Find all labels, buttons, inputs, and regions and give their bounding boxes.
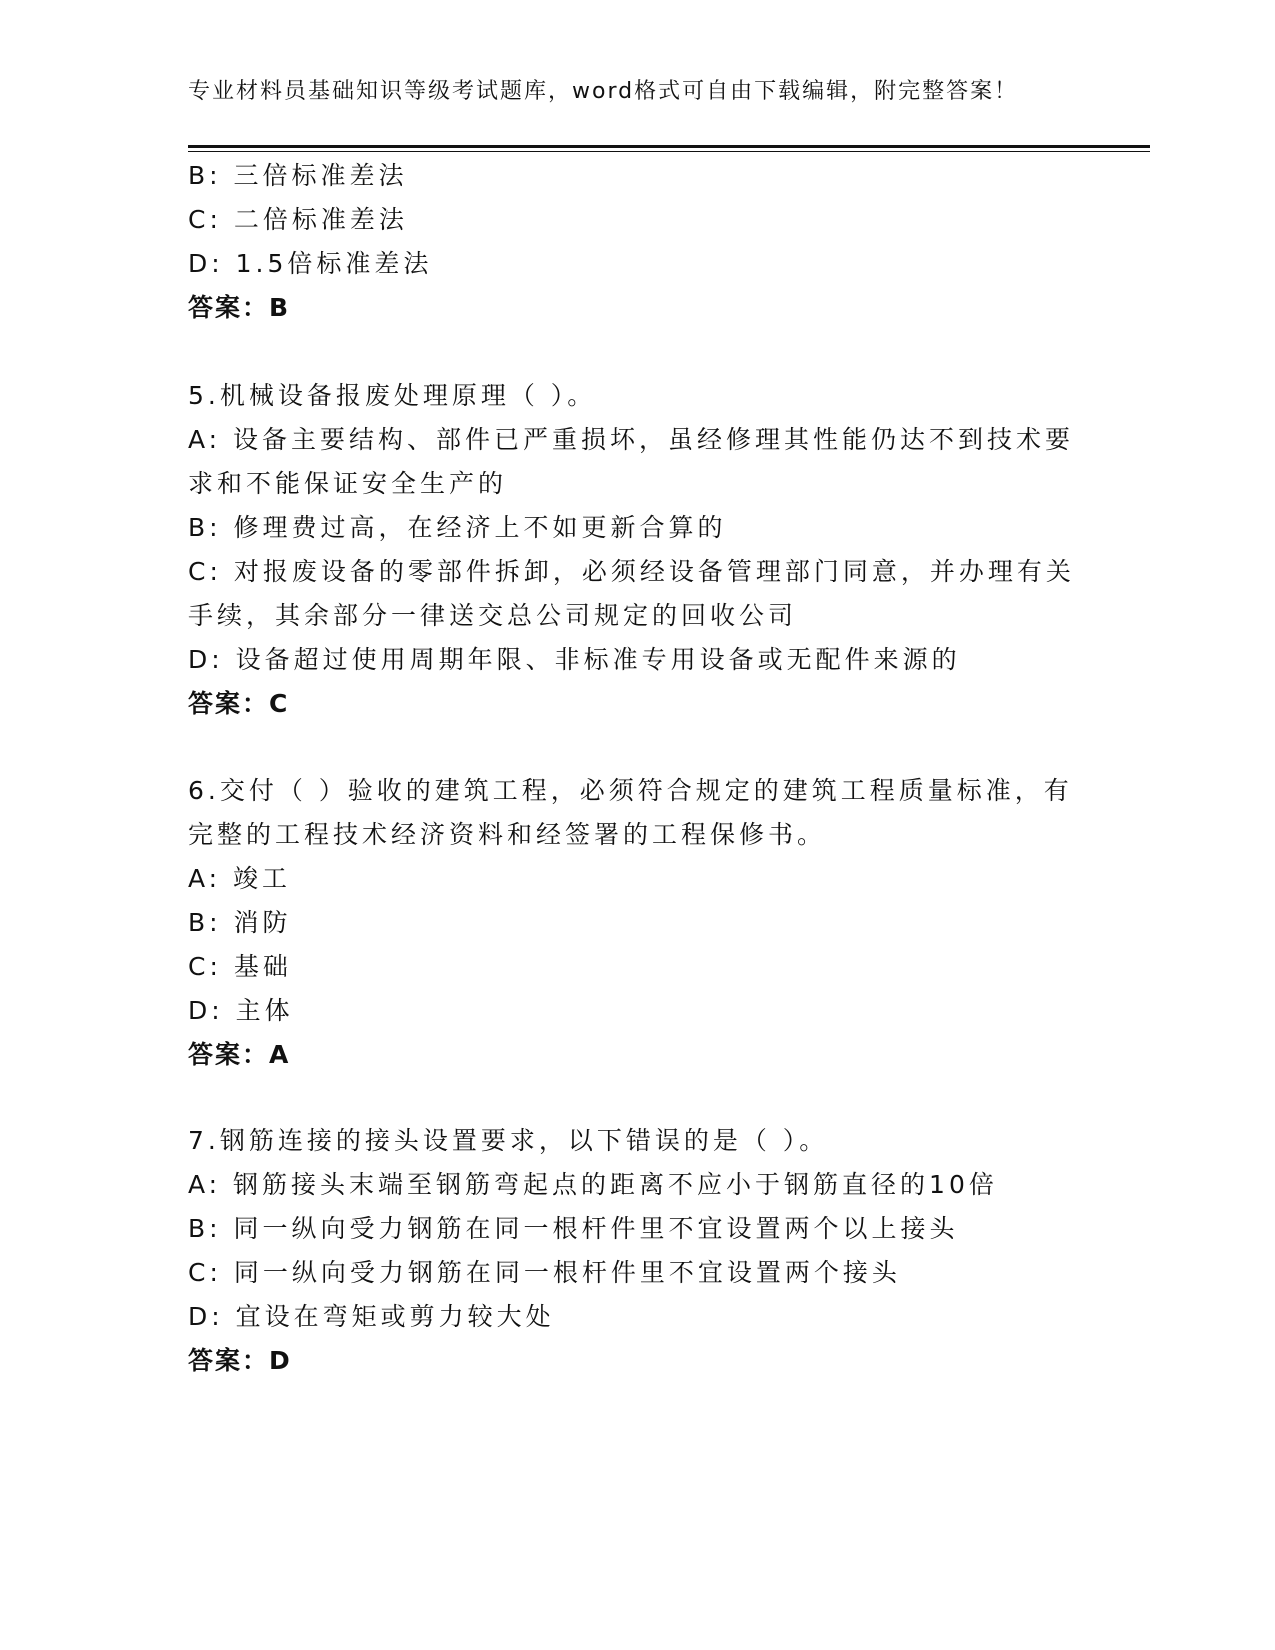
q7-option-a: A: 钢筋接头末端至钢筋弯起点的距离不应小于钢筋直径的10倍 (188, 1170, 998, 1199)
header-divider-thin (188, 151, 1150, 152)
q5-option-c-line2: 手续，其余部分一律送交总公司规定的回收公司 (188, 601, 798, 630)
q6-question-line1: 6.交付（ ）验收的建筑工程，必须符合规定的建筑工程质量标准，有 (188, 776, 1073, 805)
header-divider-thick (188, 145, 1150, 148)
q5-answer: 答案：C (188, 689, 290, 718)
q5-option-a-line2: 求和不能保证安全生产的 (188, 469, 508, 498)
q6-option-d: D: 主体 (188, 996, 294, 1025)
q6-option-c: C: 基础 (188, 952, 292, 981)
q7-option-d: D: 宜设在弯矩或剪力较大处 (188, 1302, 555, 1331)
q4-option-c: C: 二倍标准差法 (188, 205, 408, 234)
q6-option-b: B: 消防 (188, 908, 292, 937)
q6-question-line2: 完整的工程技术经济资料和经签署的工程保修书。 (188, 820, 827, 849)
q5-option-b: B: 修理费过高，在经济上不如更新合算的 (188, 513, 727, 542)
q7-question: 7.钢筋连接的接头设置要求，以下错误的是（ ）。 (188, 1126, 829, 1155)
q7-option-c: C: 同一纵向受力钢筋在同一根杆件里不宜设置两个接头 (188, 1258, 901, 1287)
q4-answer: 答案：B (188, 293, 291, 322)
q6-option-a: A: 竣工 (188, 864, 292, 893)
q5-question: 5.机械设备报废处理原理（ ）。 (188, 381, 597, 410)
q7-option-b: B: 同一纵向受力钢筋在同一根杆件里不宜设置两个以上接头 (188, 1214, 959, 1243)
q5-option-a-line1: A: 设备主要结构、部件已严重损坏，虽经修理其性能仍达不到技术要 (188, 425, 1075, 454)
q5-option-d: D: 设备超过使用周期年限、非标准专用设备或无配件来源的 (188, 645, 961, 674)
q4-option-d: D: 1.5倍标准差法 (188, 249, 433, 278)
q7-answer: 答案：D (188, 1346, 292, 1375)
q4-option-b: B: 三倍标准差法 (188, 161, 408, 190)
q6-answer: 答案：A (188, 1040, 291, 1069)
q5-option-c-line1: C: 对报废设备的零部件拆卸，必须经设备管理部门同意，并办理有关 (188, 557, 1075, 586)
page-header: 专业材料员基础知识等级考试题库，word格式可自由下载编辑，附完整答案！ (188, 79, 1019, 104)
